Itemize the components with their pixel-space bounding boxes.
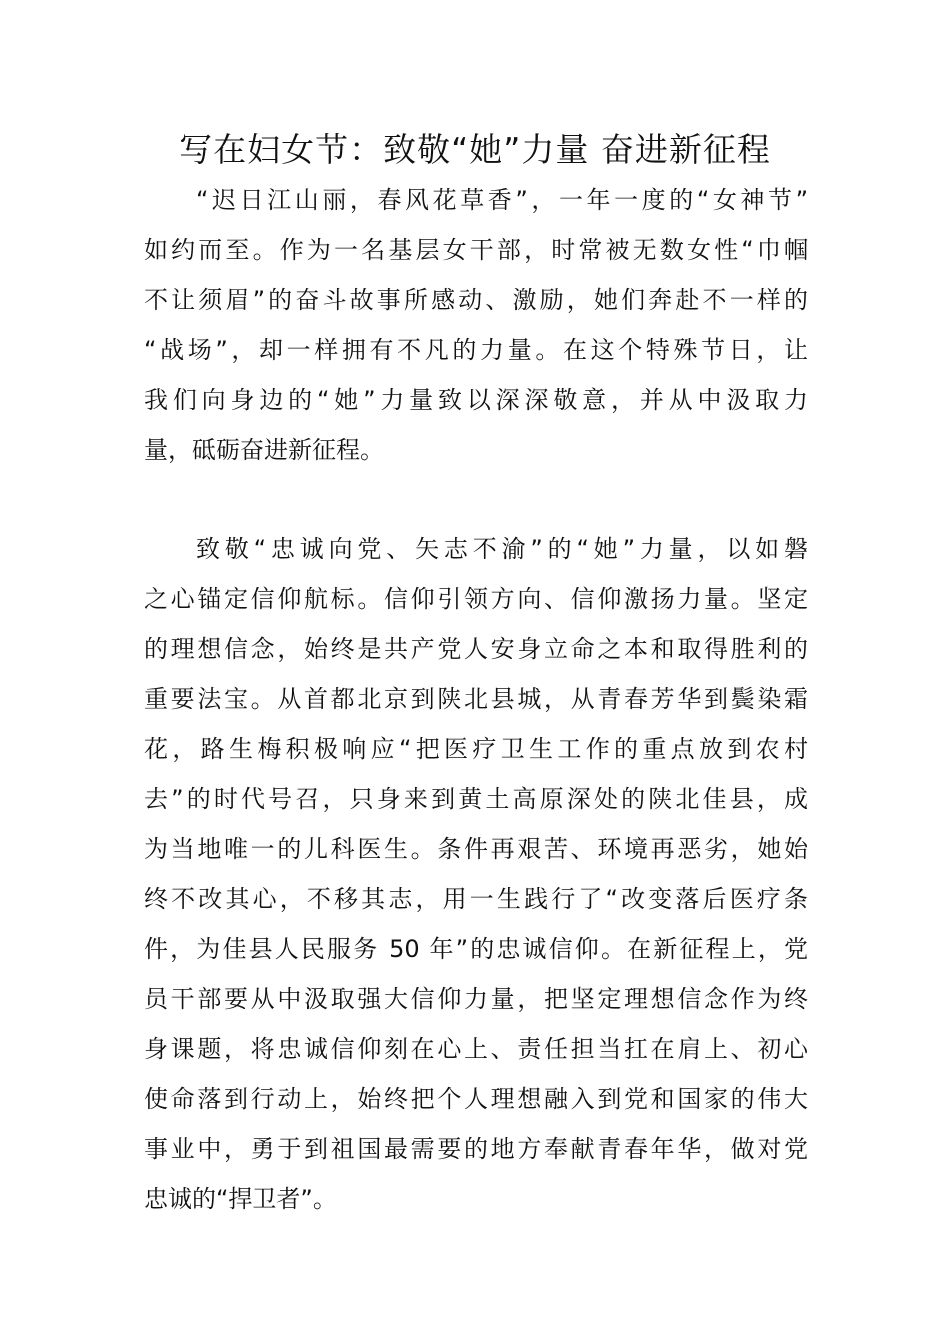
paragraph-2-line-13: 事业中，勇于到祖国最需要的地方奉献青春年华，做对党: [144, 1135, 808, 1163]
paragraph-1-line-5: 我们向身边的“她”力量致以深深敬意，并从中汲取力: [144, 386, 808, 414]
paragraph-2-line-6: 去”的时代号召，只身来到黄土高原深处的陕北佳县，成: [144, 785, 808, 813]
paragraph-1-line-4: “战场”，却一样拥有不凡的力量。在这个特殊节日，让: [144, 336, 808, 364]
paragraph-2-line-2: 之心锚定信仰航标。信仰引领方向、信仰激扬力量。坚定: [144, 585, 808, 613]
paragraph-2-line-5: 花，路生梅积极响应“把医疗卫生工作的重点放到农村: [144, 735, 808, 763]
paragraph-1-line-6: 量，砥砺奋进新征程。: [144, 436, 384, 464]
paragraph-2-line-8: 终不改其心，不移其志，用一生践行了“改变落后医疗条: [144, 885, 808, 913]
paragraph-2-line-7: 为当地唯一的儿科医生。条件再艰苦、环境再恶劣，她始: [144, 835, 808, 863]
paragraph-1-line-3: 不让须眉”的奋斗故事所感动、激励，她们奔赴不一样的: [144, 286, 808, 314]
paragraph-2-line-1: 致敬“忠诚向党、矢志不渝”的“她”力量，以如磐: [196, 535, 808, 563]
paragraph-1-line-2: 如约而至。作为一名基层女干部，时常被无数女性“巾帼: [144, 236, 808, 264]
paragraph-2-line-10: 员干部要从中汲取强大信仰力量，把坚定理想信念作为终: [144, 985, 808, 1013]
paragraph-2-line-9: 件，为佳县人民服务 50 年”的忠诚信仰。在新征程上，党: [144, 935, 808, 963]
paragraph-2-line-3: 的理想信念，始终是共产党人安身立命之本和取得胜利的: [144, 635, 808, 663]
paragraph-2-line-12: 使命落到行动上，始终把个人理想融入到党和国家的伟大: [144, 1085, 808, 1113]
document-title: 写在妇女节：致敬“她”力量 奋进新征程: [179, 130, 771, 169]
paragraph-2-line-11: 身课题，将忠诚信仰刻在心上、责任担当扛在肩上、初心: [144, 1035, 808, 1063]
paragraph-2-line-4: 重要法宝。从首都北京到陕北县城，从青春芳华到鬓染霜: [144, 685, 808, 713]
paragraph-2-line-14: 忠诚的“捍卫者”。: [144, 1185, 337, 1213]
paragraph-1-line-1: “迟日江山丽，春风花草香”，一年一度的“女神节”: [196, 186, 808, 214]
